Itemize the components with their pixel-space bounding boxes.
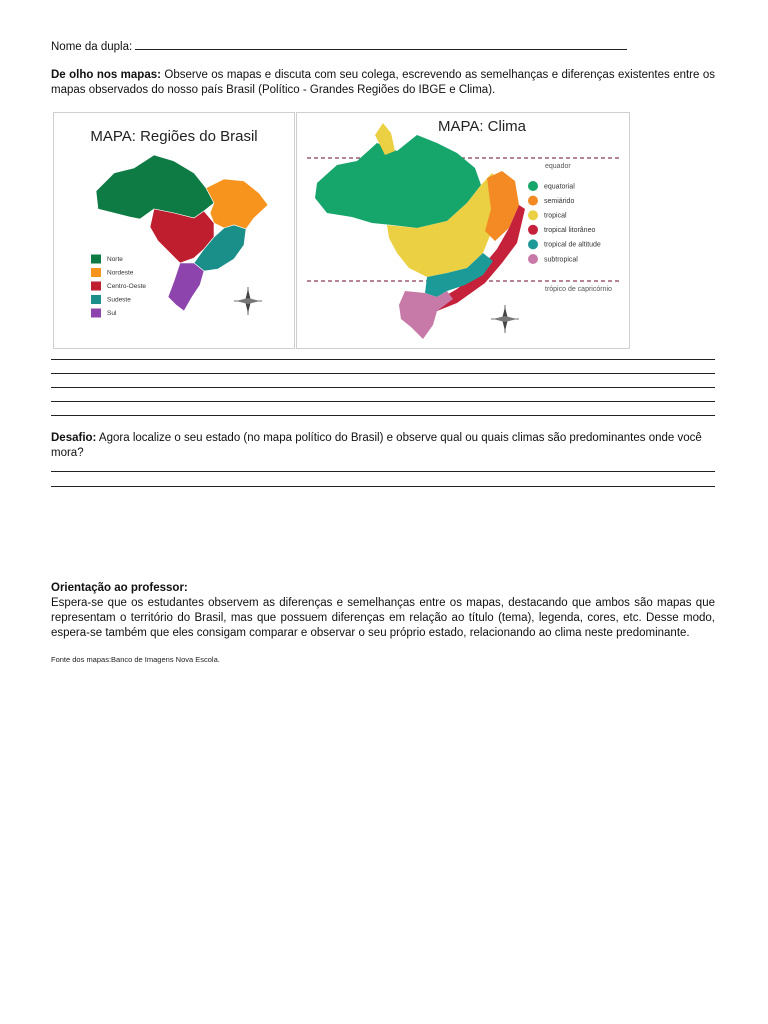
map-climate xyxy=(296,112,630,349)
challenge-bold: Desafio: xyxy=(51,432,97,444)
legend-swatch xyxy=(91,268,101,277)
challenge-answer-line[interactable] xyxy=(51,486,715,487)
teacher-text: Espera-se que os estudantes observem as diferenças e semelhanças entre os mapas, destacando que ambos são mapas que representam o território do Brasil, mas que possuem diferenças em relação ao título (tema), legenda, cores, etc. Desse modo, espera-se também que eles consigam comparar e observar o seu próprio estado, relacionando ao clima neste predominante. xyxy=(51,597,715,639)
name-line xyxy=(51,38,715,55)
regions-legend xyxy=(91,255,146,318)
legend-label: equatorial xyxy=(544,183,575,191)
legend-swatch xyxy=(528,225,538,235)
intro-bold: De olho nos mapas: xyxy=(51,69,161,81)
legend-label: Centro-Oeste xyxy=(107,283,147,291)
region-nordeste-shape xyxy=(206,179,268,229)
answer-line[interactable] xyxy=(51,401,715,402)
legend-swatch xyxy=(91,309,101,318)
legend-label: tropical xyxy=(544,212,567,220)
map-climate-title: MAPA: Clima xyxy=(437,118,527,135)
answer-line[interactable] xyxy=(51,373,715,374)
name-blank[interactable] xyxy=(135,38,627,50)
legend-swatch xyxy=(91,282,101,291)
legend-label: subtropical xyxy=(544,256,578,264)
challenge-paragraph xyxy=(51,431,715,461)
climate-legend xyxy=(528,181,601,264)
answer-line[interactable] xyxy=(51,415,715,416)
legend-swatch xyxy=(528,210,538,220)
legend-label: semiárido xyxy=(544,197,575,205)
name-label: Nome da dupla: xyxy=(51,41,133,53)
source-note: Fonte dos mapas:Banco de Imagens Nova Escola. xyxy=(51,655,220,664)
climate-subtropical-shape xyxy=(399,291,453,339)
region-sul-shape xyxy=(168,263,204,311)
compass-icon xyxy=(234,287,262,315)
legend-swatch xyxy=(528,239,538,249)
legend-label: tropical de altitude xyxy=(544,241,601,249)
challenge-answer-line[interactable] xyxy=(51,471,715,472)
answer-line[interactable] xyxy=(51,359,715,360)
legend-swatch xyxy=(91,255,101,264)
legend-label: Nordeste xyxy=(107,269,134,277)
legend-label: tropical litorâneo xyxy=(544,227,596,235)
challenge-text: Agora localize o seu estado (no mapa político do Brasil) e observe qual ou quais climas são predominantes onde você mora? xyxy=(51,432,702,459)
teacher-section xyxy=(51,581,715,596)
intro-paragraph xyxy=(51,68,715,98)
legend-swatch xyxy=(91,295,101,304)
legend-label: Norte xyxy=(107,256,123,264)
legend-label: Sul xyxy=(107,310,117,318)
teacher-title: Orientação ao professor: xyxy=(51,582,188,594)
intro-text: Observe os mapas e discuta com seu colega, escrevendo as semelhanças e diferenças existentes entre os mapas observados do nosso país Brasil (Político - Grandes Regiões do IBGE e Clima). xyxy=(51,69,715,96)
legend-swatch xyxy=(528,181,538,191)
equator-label: equador xyxy=(545,163,571,170)
legend-label: Sudeste xyxy=(107,296,131,304)
compass-icon-2 xyxy=(491,305,519,333)
tropic-label: trópico de capricórnio xyxy=(545,286,612,293)
map-regions xyxy=(53,112,295,349)
legend-swatch xyxy=(528,196,538,206)
answer-line[interactable] xyxy=(51,387,715,388)
map-regions-title: MAPA: Regiões do Brasil xyxy=(90,128,258,145)
legend-swatch xyxy=(528,254,538,264)
